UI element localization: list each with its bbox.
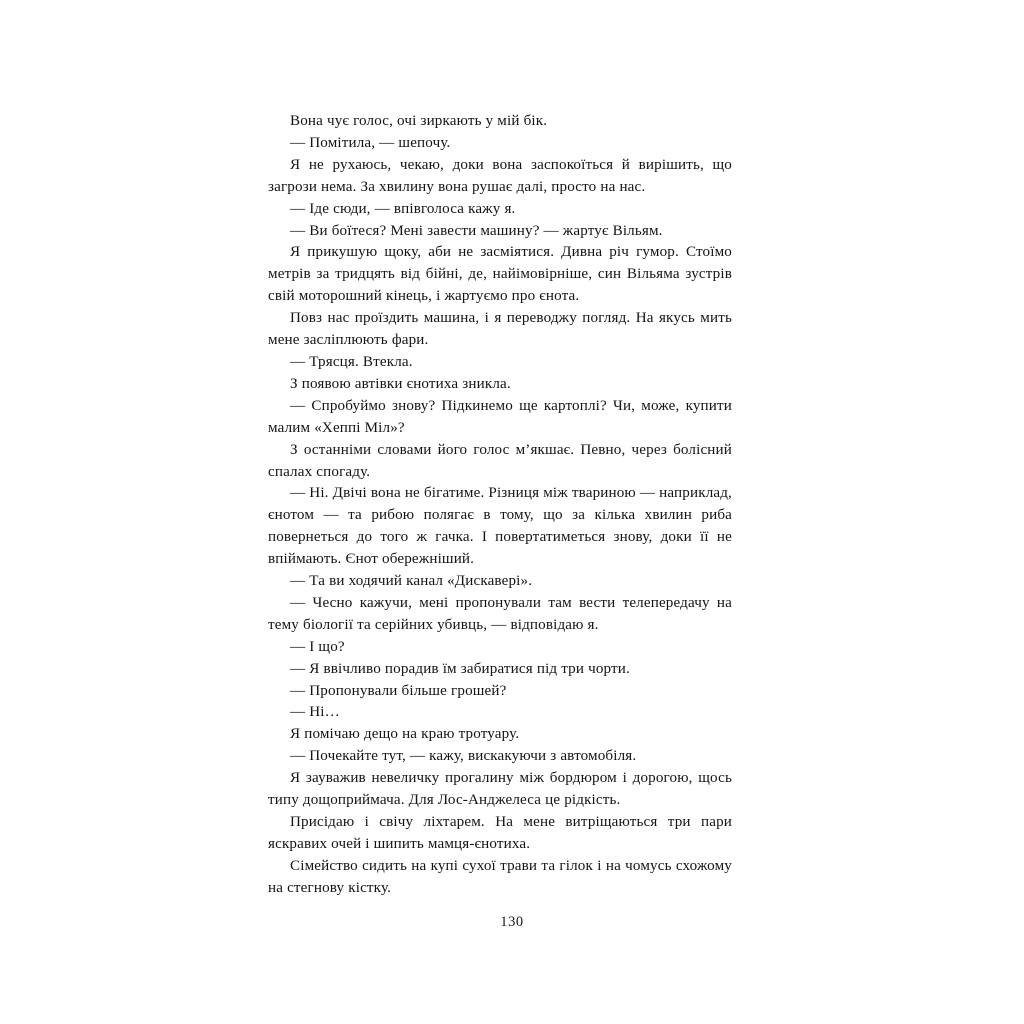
paragraph: З останніми словами його голос м’якшає. Певно, через болісний спалах спогаду. (268, 441, 732, 480)
paragraph: — Я ввічливо порадив їм забиратися під три чорти. (290, 660, 630, 677)
paragraph: — Трясця. Втекла. (290, 353, 413, 370)
paragraph: Сімейство сидить на купі сухої трави та гілок і на чомусь схожому на стегнову кістку. (268, 857, 732, 896)
paragraph: — Спробуймо знову? Підкинемо ще картоплі? Чи, може, купити малим «Хеппі Міл»? (268, 397, 732, 436)
paragraph: Повз нас проїздить машина, і я переводжу погляд. На якусь мить мене засліплюють фари. (268, 310, 732, 349)
paragraph: — Ні… (290, 704, 340, 721)
paragraph: — Та ви ходячий канал «Дискавері». (290, 573, 533, 590)
paragraph: — Пропонували більше грошей? (290, 682, 507, 699)
paragraph: — Почекайте тут, — кажу, вискакуючи з автомобіля. (290, 748, 637, 765)
paragraph: — Ви боїтеся? Мені завести машину? — жартує Вільям. (290, 222, 663, 239)
paragraph: — Іде сюди, — впівголоса кажу я. (290, 200, 516, 217)
paragraph: Присідаю і свічу ліхтарем. На мене витріщаються три пари яскравих очей і шипить мамця-єнотиха. (268, 814, 732, 852)
paragraph: — І що? (290, 638, 345, 655)
paragraph: Я помічаю дещо на краю тротуару. (290, 726, 520, 743)
paragraph: Вона чує голос, очі зиркають у мій бік. (290, 113, 548, 129)
paragraph: Я зауважив невеличку прогалину між бордюром і дорогою, щось типу дощоприймача. Для Лос-Анджелеса це рідкість. (268, 770, 732, 809)
paragraph: Я не рухаюсь, чекаю, доки вона заспокоїться й вирішить, що загрози нема. За хвилину вона рушає далі, просто на нас. (268, 156, 732, 195)
page-number: 130 (500, 914, 524, 930)
page-text-block (268, 111, 732, 900)
paragraph: З появою автівки єнотиха зникла. (290, 375, 511, 392)
paragraph: — Ні. Двічі вона не бігатиме. Різниця між твариною — наприклад, єнотом — та рибою полягає в тому, що за кілька хвилин риба повернеться до того ж гачка. І повертатиметься знову, доки її не впіймають. Єнот обережніший. (268, 485, 732, 568)
paragraph: — Помітила, — шепочу. (290, 134, 451, 151)
paragraph: Я прикушую щоку, аби не засміятися. Дивна річ гумор. Стоїмо метрів за тридцять від бійні, де, найімовірніше, син Вільяма зустрів свій моторошний кінець, і жартуємо про єнота. (268, 244, 732, 305)
paragraph: — Чесно кажучи, мені пропонували там вести телепередачу на тему біології та серійних убивць, — відповідаю я. (268, 594, 732, 633)
